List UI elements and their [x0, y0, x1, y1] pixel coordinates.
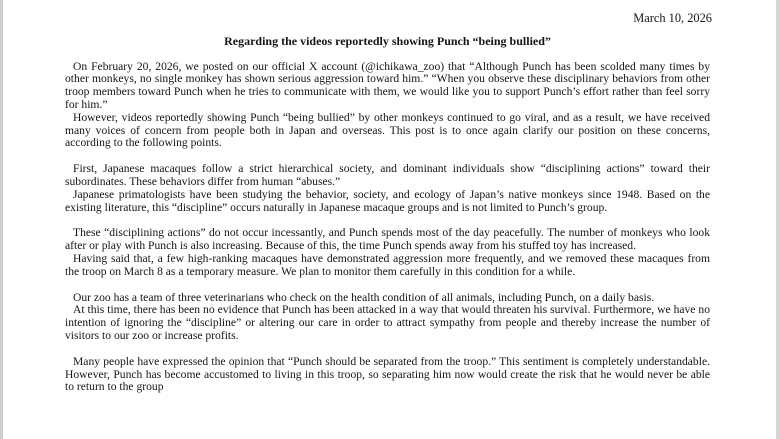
- document-date: March 10, 2026: [633, 11, 712, 25]
- paragraph: First, Japanese macaques follow a strict hierarchical society, and dominant individuals show “disciplining actions” toward their subordinates. These behaviors differ from human “abuses.”: [65, 162, 710, 188]
- paragraph: Having said that, a few high-ranking macaques have demonstrated aggression more frequently, and we removed these macaques from the troop on March 8 as a temporary measure. We plan to monitor them carefully in this condition for a while.: [65, 251, 710, 278]
- document-body: [65, 12, 710, 394]
- document-title: Regarding the videos reportedly showing Punch “being bullied”: [224, 33, 551, 48]
- paragraph: These “disciplining actions” do not occur incessantly, and Punch spends most of the day peacefully. The number of monkeys who look after or play with Punch is also increasing. Because of this, the time Punch spends away from his stuffed toy has increased.: [65, 226, 710, 253]
- paragraph: On February 20, 2026, we posted on our official X account (@ichikawa_zoo) that “Although Punch has been scolded many times by other monkeys, no single monkey has shown serious aggression toward him.” “When you observe these disciplinary behaviors from other troop members toward Punch when he tries to communicate with them, we would like you to support Punch’s effort rather than feel sorry for him.”: [65, 59, 710, 111]
- paragraph: Many people have expressed the opinion that “Punch should be separated from the troop.” This sentiment is completely understandable. However, Punch has become accustomed to living in this troop, so separating him now would create the risk that he would never be able to return to the group: [65, 354, 710, 394]
- paragraph-gap: [65, 279, 710, 292]
- paragraph: At this time, there has been no evidence that Punch has been attacked in a way that would threaten his survival. Furthermore, we have no intention of ignoring the “discipline” or altering our care in order to attract sympathy from people and thereby increase the number of visitors to our zoo or increase profits.: [65, 303, 710, 342]
- paragraph: However, videos reportedly showing Punch “being bullied” by other monkeys continued to go viral, and as a result, we have received many voices of concern from people both in Japan and overseas. This post is to once again clarify our position on these concerns, according to the following points.: [65, 110, 710, 150]
- paragraph: Our zoo has a team of three veterinarians who check on the health condition of all animals, including Punch, on a daily basis.: [73, 290, 655, 304]
- paragraph: Japanese primatologists have been studying the behavior, society, and ecology of Japan’s native monkeys since 1948. Based on the existing literature, this “discipline” occurs naturally in Japanese macaque groups and is not limited to Punch’s group.: [65, 187, 710, 214]
- paragraph-gap: [65, 343, 710, 356]
- page-edge-left: [0, 0, 3, 439]
